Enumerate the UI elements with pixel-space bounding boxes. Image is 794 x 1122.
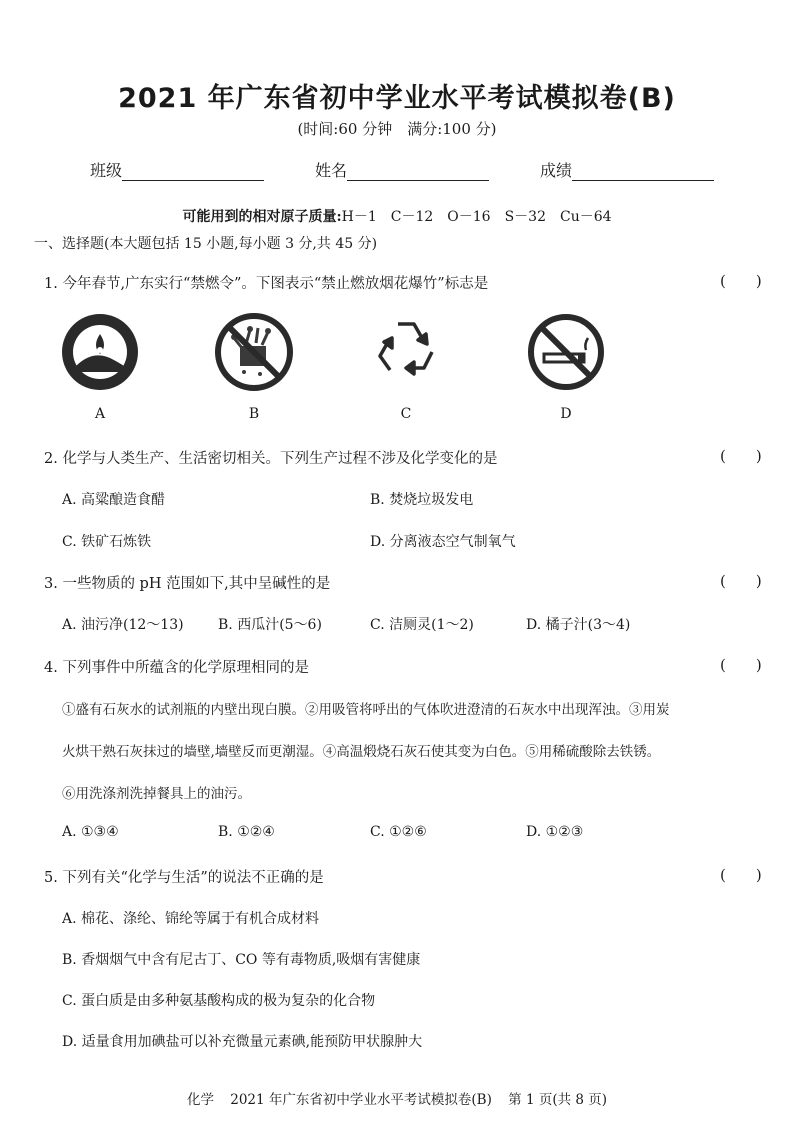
question-1-stem: 1. 今年春节,广东实行“禁燃令”。下图表示“禁止燃放烟花爆竹”标志是 — [44, 276, 489, 292]
recycling-sign-icon[interactable] — [364, 310, 448, 394]
answer-paren-2[interactable]: ( ) — [720, 447, 762, 465]
question-4-body-line-2: 火烘干熟石灰抹过的墙壁,墙壁反而更潮湿。④高温煅烧石灰石使其变为白色。⑤用稀硫酸除去铁锈。 — [62, 744, 661, 760]
question-4-option-a[interactable]: A. ①③④ — [62, 824, 119, 840]
no-fireworks-sign-icon[interactable] — [212, 310, 296, 394]
answer-paren-5[interactable]: ( ) — [720, 866, 762, 884]
score-blank[interactable] — [572, 162, 714, 181]
question-2-stem: 2. 化学与人类生产、生活密切相关。下列生产过程不涉及化学变化的是 — [44, 451, 498, 467]
question-3-option-d[interactable]: D. 橘子汁(3～4) — [526, 617, 631, 633]
question-4-body-line-3: ⑥用洗涤剂洗掉餐具上的油污。 — [62, 786, 251, 802]
answer-paren-1[interactable]: ( ) — [720, 272, 762, 290]
question-3-stem: 3. 一些物质的 pH 范围如下,其中呈碱性的是 — [44, 576, 331, 592]
question-4-stem: 4. 下列事件中所蕴含的化学原理相同的是 — [44, 660, 309, 676]
atomic-mass-label: 可能用到的相对原子质量: — [182, 209, 342, 225]
question-2-option-d[interactable]: D. 分离液态空气制氧气 — [370, 534, 516, 550]
atomic-mass-values: H－1 C－12 O－16 S－32 Cu－64 — [341, 209, 612, 225]
answer-paren-3[interactable]: ( ) — [720, 572, 762, 590]
footer-title: 2021 年广东省初中学业水平考试模拟卷(B) — [230, 1092, 492, 1108]
footer-subject: 化学 — [186, 1092, 214, 1108]
name-field — [315, 158, 489, 181]
question-5-option-d[interactable]: D. 适量食用加碘盐可以补充微量元素碘,能预防甲状腺肿大 — [62, 1034, 423, 1050]
class-field — [90, 158, 264, 181]
question-2-option-a[interactable]: A. 高粱酿造食醋 — [62, 492, 166, 508]
question-2-option-b[interactable]: B. 焚烧垃圾发电 — [370, 492, 474, 508]
question-5-option-a[interactable]: A. 棉花、涤纶、锦纶等属于有机合成材料 — [62, 911, 320, 927]
icon-label-a: A — [94, 406, 106, 422]
student-info-row — [90, 158, 740, 182]
question-4-body-line-1: ①盛有石灰水的试剂瓶的内壁出现白膜。②用吸管将呼出的气体吹进澄清的石灰水中出现浑浊。③用炭 — [62, 702, 670, 718]
icon-label-c: C — [400, 406, 412, 422]
question-4-option-d[interactable]: D. ①②③ — [526, 824, 584, 840]
question-4-option-c[interactable]: C. ①②⑥ — [370, 824, 427, 840]
no-smoking-sign-icon[interactable] — [524, 310, 608, 394]
class-blank[interactable] — [122, 162, 264, 181]
question-2-option-c[interactable]: C. 铁矿石炼铁 — [62, 534, 152, 550]
question-3-option-b[interactable]: B. 西瓜汁(5～6) — [218, 617, 322, 633]
icon-label-b: B — [248, 406, 260, 422]
atomic-mass-line — [0, 206, 794, 226]
question-5-option-b[interactable]: B. 香烟烟气中含有尼古丁、CO 等有毒物质,吸烟有害健康 — [62, 952, 421, 968]
exam-title: 2021 年广东省初中学业水平考试模拟卷(B) — [118, 83, 676, 114]
question-5-stem: 5. 下列有关“化学与生活”的说法不正确的是 — [44, 870, 324, 886]
name-blank[interactable] — [347, 162, 489, 181]
question-5-option-c[interactable]: C. 蛋白质是由多种氨基酸构成的极为复杂的化合物 — [62, 993, 376, 1009]
name-label: 姓名 — [315, 161, 348, 180]
question-4-option-b[interactable]: B. ①②④ — [218, 824, 275, 840]
question-3-option-a[interactable]: A. 油污净(12～13) — [62, 617, 184, 633]
water-saving-sign-icon[interactable] — [58, 310, 142, 394]
page-footer — [0, 1088, 794, 1108]
icon-label-d: D — [560, 406, 572, 422]
score-label: 成绩 — [540, 161, 573, 180]
question-3-option-c[interactable]: C. 洁厕灵(1～2) — [370, 617, 474, 633]
exam-subtitle: (时间:60 分钟 满分:100 分) — [297, 120, 497, 138]
answer-paren-4[interactable]: ( ) — [720, 656, 762, 674]
section-heading: 一、选择题(本大题包括 15 小题,每小题 3 分,共 45 分) — [34, 236, 378, 252]
score-field — [540, 158, 714, 181]
footer-page-number: 第 1 页(共 8 页) — [508, 1092, 608, 1108]
class-label: 班级 — [90, 161, 123, 180]
